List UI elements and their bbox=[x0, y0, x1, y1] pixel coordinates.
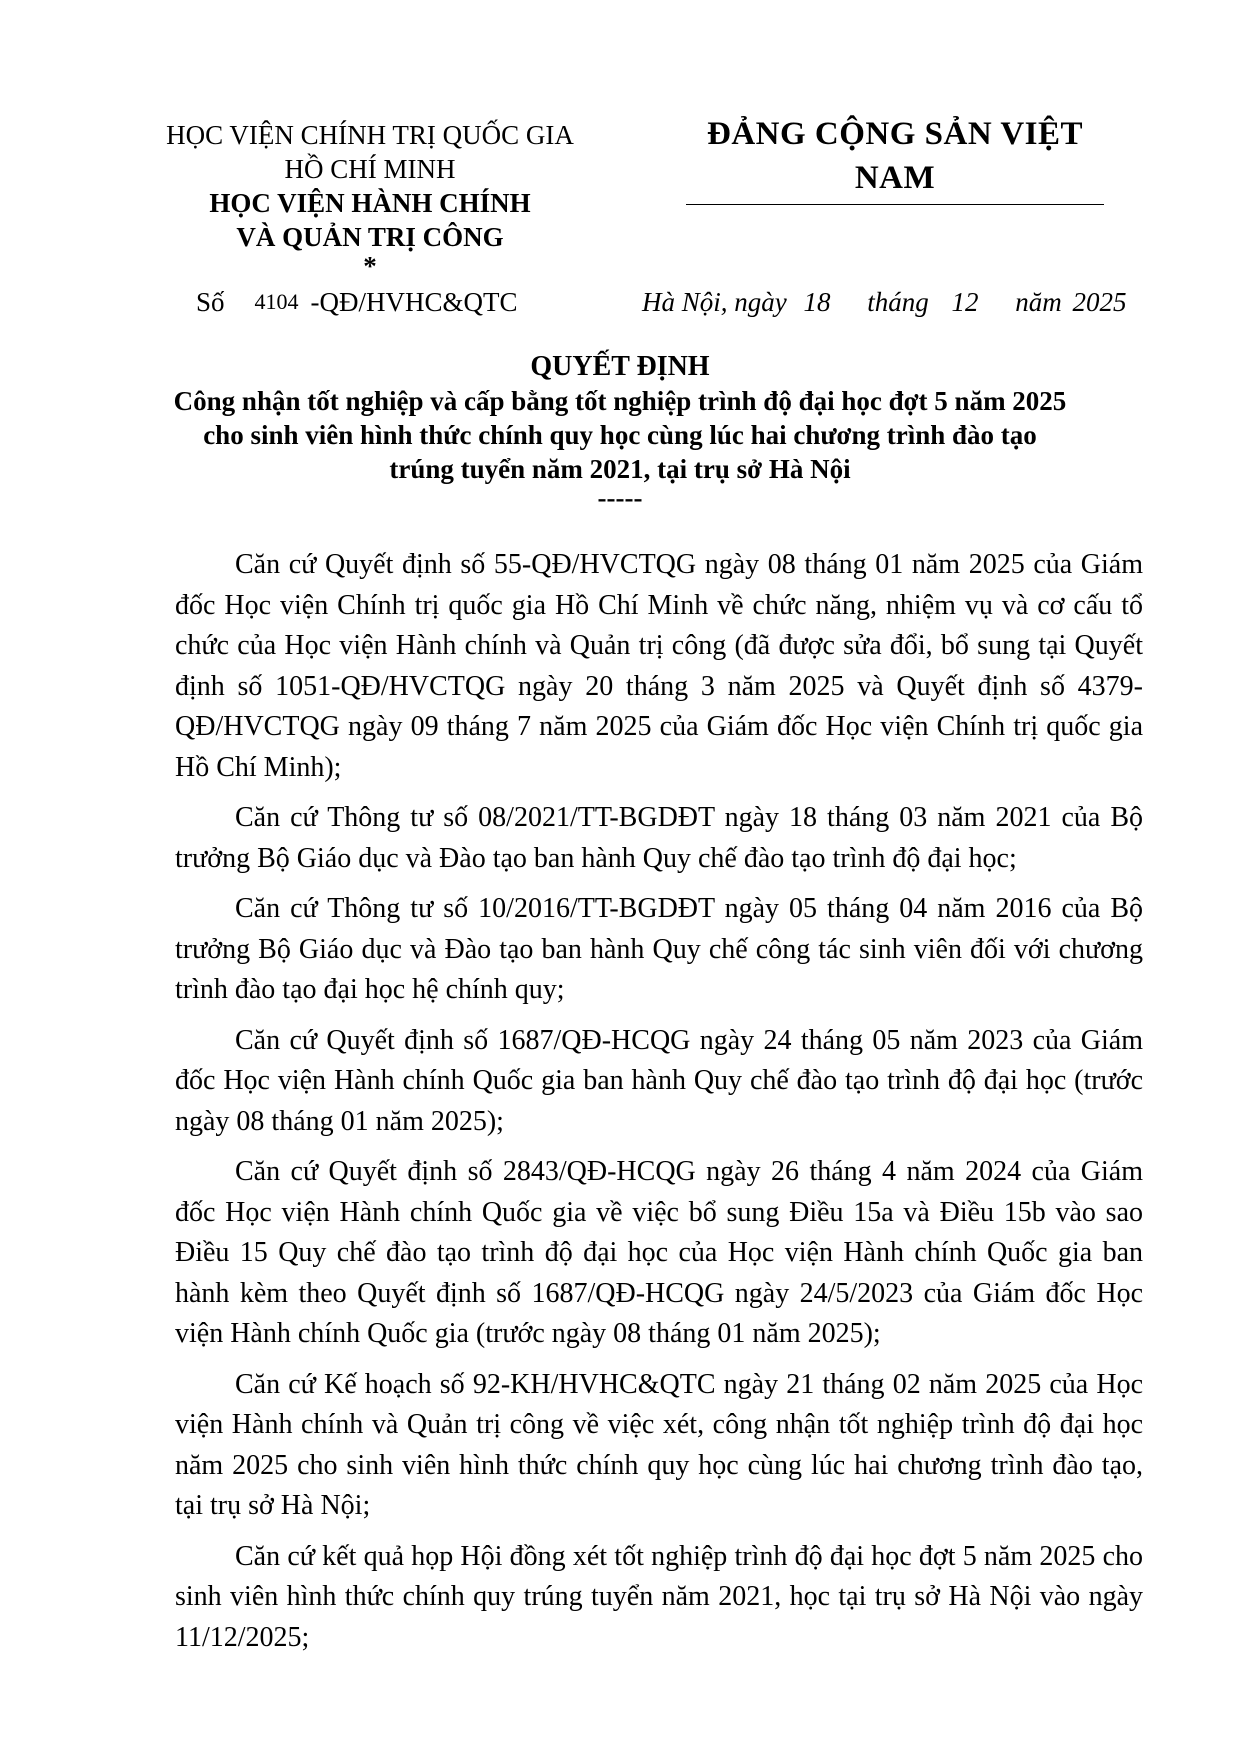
agency-name-line1: HỌC VIỆN HÀNH CHÍNH bbox=[209, 188, 531, 218]
document-date bbox=[642, 285, 1127, 319]
title-divider: ----- bbox=[597, 483, 643, 513]
agency-parent-line2: HỒ CHÍ MINH bbox=[284, 154, 456, 184]
party-header-block bbox=[680, 112, 1110, 205]
document-number bbox=[196, 285, 518, 319]
doc-number-value: 4104 bbox=[254, 289, 299, 314]
decision-subject-line3: trúng tuyển năm 2021, tại trụ sở Hà Nội bbox=[389, 454, 851, 484]
date-month-label: tháng bbox=[867, 287, 929, 317]
agency-star: * bbox=[363, 251, 377, 281]
date-year: 2025 bbox=[1072, 287, 1127, 317]
agency-name-line2: VÀ QUẢN TRỊ CÔNG bbox=[236, 222, 504, 252]
agency-parent-line1: HỌC VIỆN CHÍNH TRỊ QUỐC GIA bbox=[166, 120, 574, 150]
party-name: ĐẢNG CỘNG SẢN VIỆT NAM bbox=[706, 116, 1084, 196]
decision-subject-line1: Công nhận tốt nghiệp và cấp bằng tốt nghiệp trình độ đại học đợt 5 năm 2025 bbox=[173, 386, 1067, 416]
legal-basis-paragraph-2: Căn cứ Thông tư số 08/2021/TT-BGDĐT ngày 18 tháng 03 năm 2021 của Bộ trưởng Bộ Giáo dục và Đào tạo ban hành Quy chế đào tạo trình độ đại học; bbox=[175, 802, 1143, 874]
date-place: Hà Nội, ngày bbox=[642, 287, 787, 317]
legal-basis-paragraph-3: Căn cứ Thông tư số 10/2016/TT-BGDĐT ngày 05 tháng 04 năm 2016 của Bộ trưởng Bộ Giáo dục và Đào tạo ban hành Quy chế công tác sinh viên đối với chương trình đào tạo đại học hệ chính quy; bbox=[175, 893, 1143, 1005]
decision-subject-line2: cho sinh viên hình thức chính quy học cùng lúc hai chương trình đào tạo bbox=[203, 420, 1037, 450]
legal-basis-paragraph-1: Căn cứ Quyết định số 55-QĐ/HVCTQG ngày 08 tháng 01 năm 2025 của Giám đốc Học viện Chính trị quốc gia Hồ Chí Minh về chức năng, nhiệm vụ và cơ cấu tổ chức của Học viện Hành chính và Quản trị công (đã được sửa đổi, bổ sung tại Quyết định số 1051-QĐ/HVCTQG ngày 20 tháng 3 năm 2025 và Quyết định số 4379-QĐ/HVCTQG ngày 09 tháng 7 năm 2025 của Giám đốc Học viện Chính trị quốc gia Hồ Chí Minh); bbox=[175, 549, 1143, 783]
decision-title: QUYẾT ĐỊNH bbox=[530, 351, 710, 382]
document-body bbox=[175, 545, 1143, 1668]
party-underline bbox=[686, 204, 1104, 205]
legal-basis-paragraph-6: Căn cứ Kế hoạch số 92-KH/HVHC&QTC ngày 21 tháng 02 năm 2025 của Học viện Hành chính và Quản trị công về việc xét, công nhận tốt nghiệp trình độ đại học năm 2025 cho sinh viên hình thức chính quy học cùng lúc hai chương trình đào tạo, tại trụ sở Hà Nội; bbox=[175, 1368, 1143, 1521]
date-day: 18 bbox=[803, 287, 831, 317]
date-month: 12 bbox=[951, 287, 979, 317]
legal-basis-paragraph-5: Căn cứ Quyết định số 2843/QĐ-HCQG ngày 26 tháng 4 năm 2024 của Giám đốc Học viện Hành chính Quốc gia về việc bổ sung Điều 15a và Điều 15b vào sao Điều 15 Quy chế đào tạo trình độ đại học của Học viện Hành chính Quốc gia ban hành kèm theo Quyết định số 1687/QĐ-HCQG ngày 24/5/2023 của Giám đốc Học viện Hành chính Quốc gia (trước ngày 08 tháng 01 năm 2025); bbox=[175, 1156, 1143, 1349]
doc-number-prefix: Số bbox=[196, 287, 225, 317]
doc-number-suffix: -QĐ/HVHC&QTC bbox=[310, 287, 518, 317]
issuing-agency-block bbox=[150, 118, 590, 281]
decision-title-block bbox=[110, 350, 1130, 513]
legal-basis-paragraph-4: Căn cứ Quyết định số 1687/QĐ-HCQG ngày 24 tháng 05 năm 2023 của Giám đốc Học viện Hành chính Quốc gia ban hành Quy chế đào tạo trình độ đại học (trước ngày 08 tháng 01 năm 2025); bbox=[175, 1024, 1143, 1137]
legal-basis-paragraph-7: Căn cứ kết quả họp Hội đồng xét tốt nghiệp trình độ đại học đợt 5 năm 2025 cho sinh viên hình thức chính quy trúng tuyển năm 2021, học tại trụ sở Hà Nội vào ngày 11/12/2025; bbox=[175, 1540, 1143, 1653]
date-year-label: năm bbox=[1015, 287, 1062, 317]
